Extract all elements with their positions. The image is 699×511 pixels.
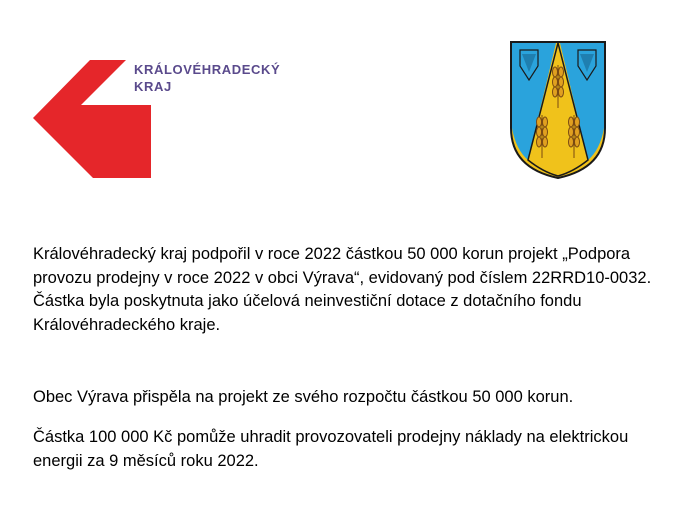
logo-line-1: KRÁLOVÉHRADECKÝ [134,62,281,77]
logo-line-2: KRAJ [134,79,172,94]
region-logo [33,56,303,181]
logo-wordmark [134,61,280,95]
paragraph-purpose: Částka 100 000 Kč pomůže uhradit provozovateli prodejny náklady na elektrickou energii za 9 měsíců roku 2022. [33,428,629,470]
vyrava-coat-of-arms-icon [508,40,608,180]
paragraph-grant-info: Královéhradecký kraj podpořil v roce 2022 částkou 50 000 korun projekt „Podpora provozu prodejny v roce 2022 v obci Výrava“, evidovaný pod číslem 22RRD10-0032. Částka byla poskytnuta jako účelová neinvestiční dotace z dotačního fondu Královéhradeckého kraje. [33,245,652,334]
paragraph-municipality-contribution: Obec Výrava přispěla na projekt ze svého rozpočtu částkou 50 000 korun. [33,388,574,406]
